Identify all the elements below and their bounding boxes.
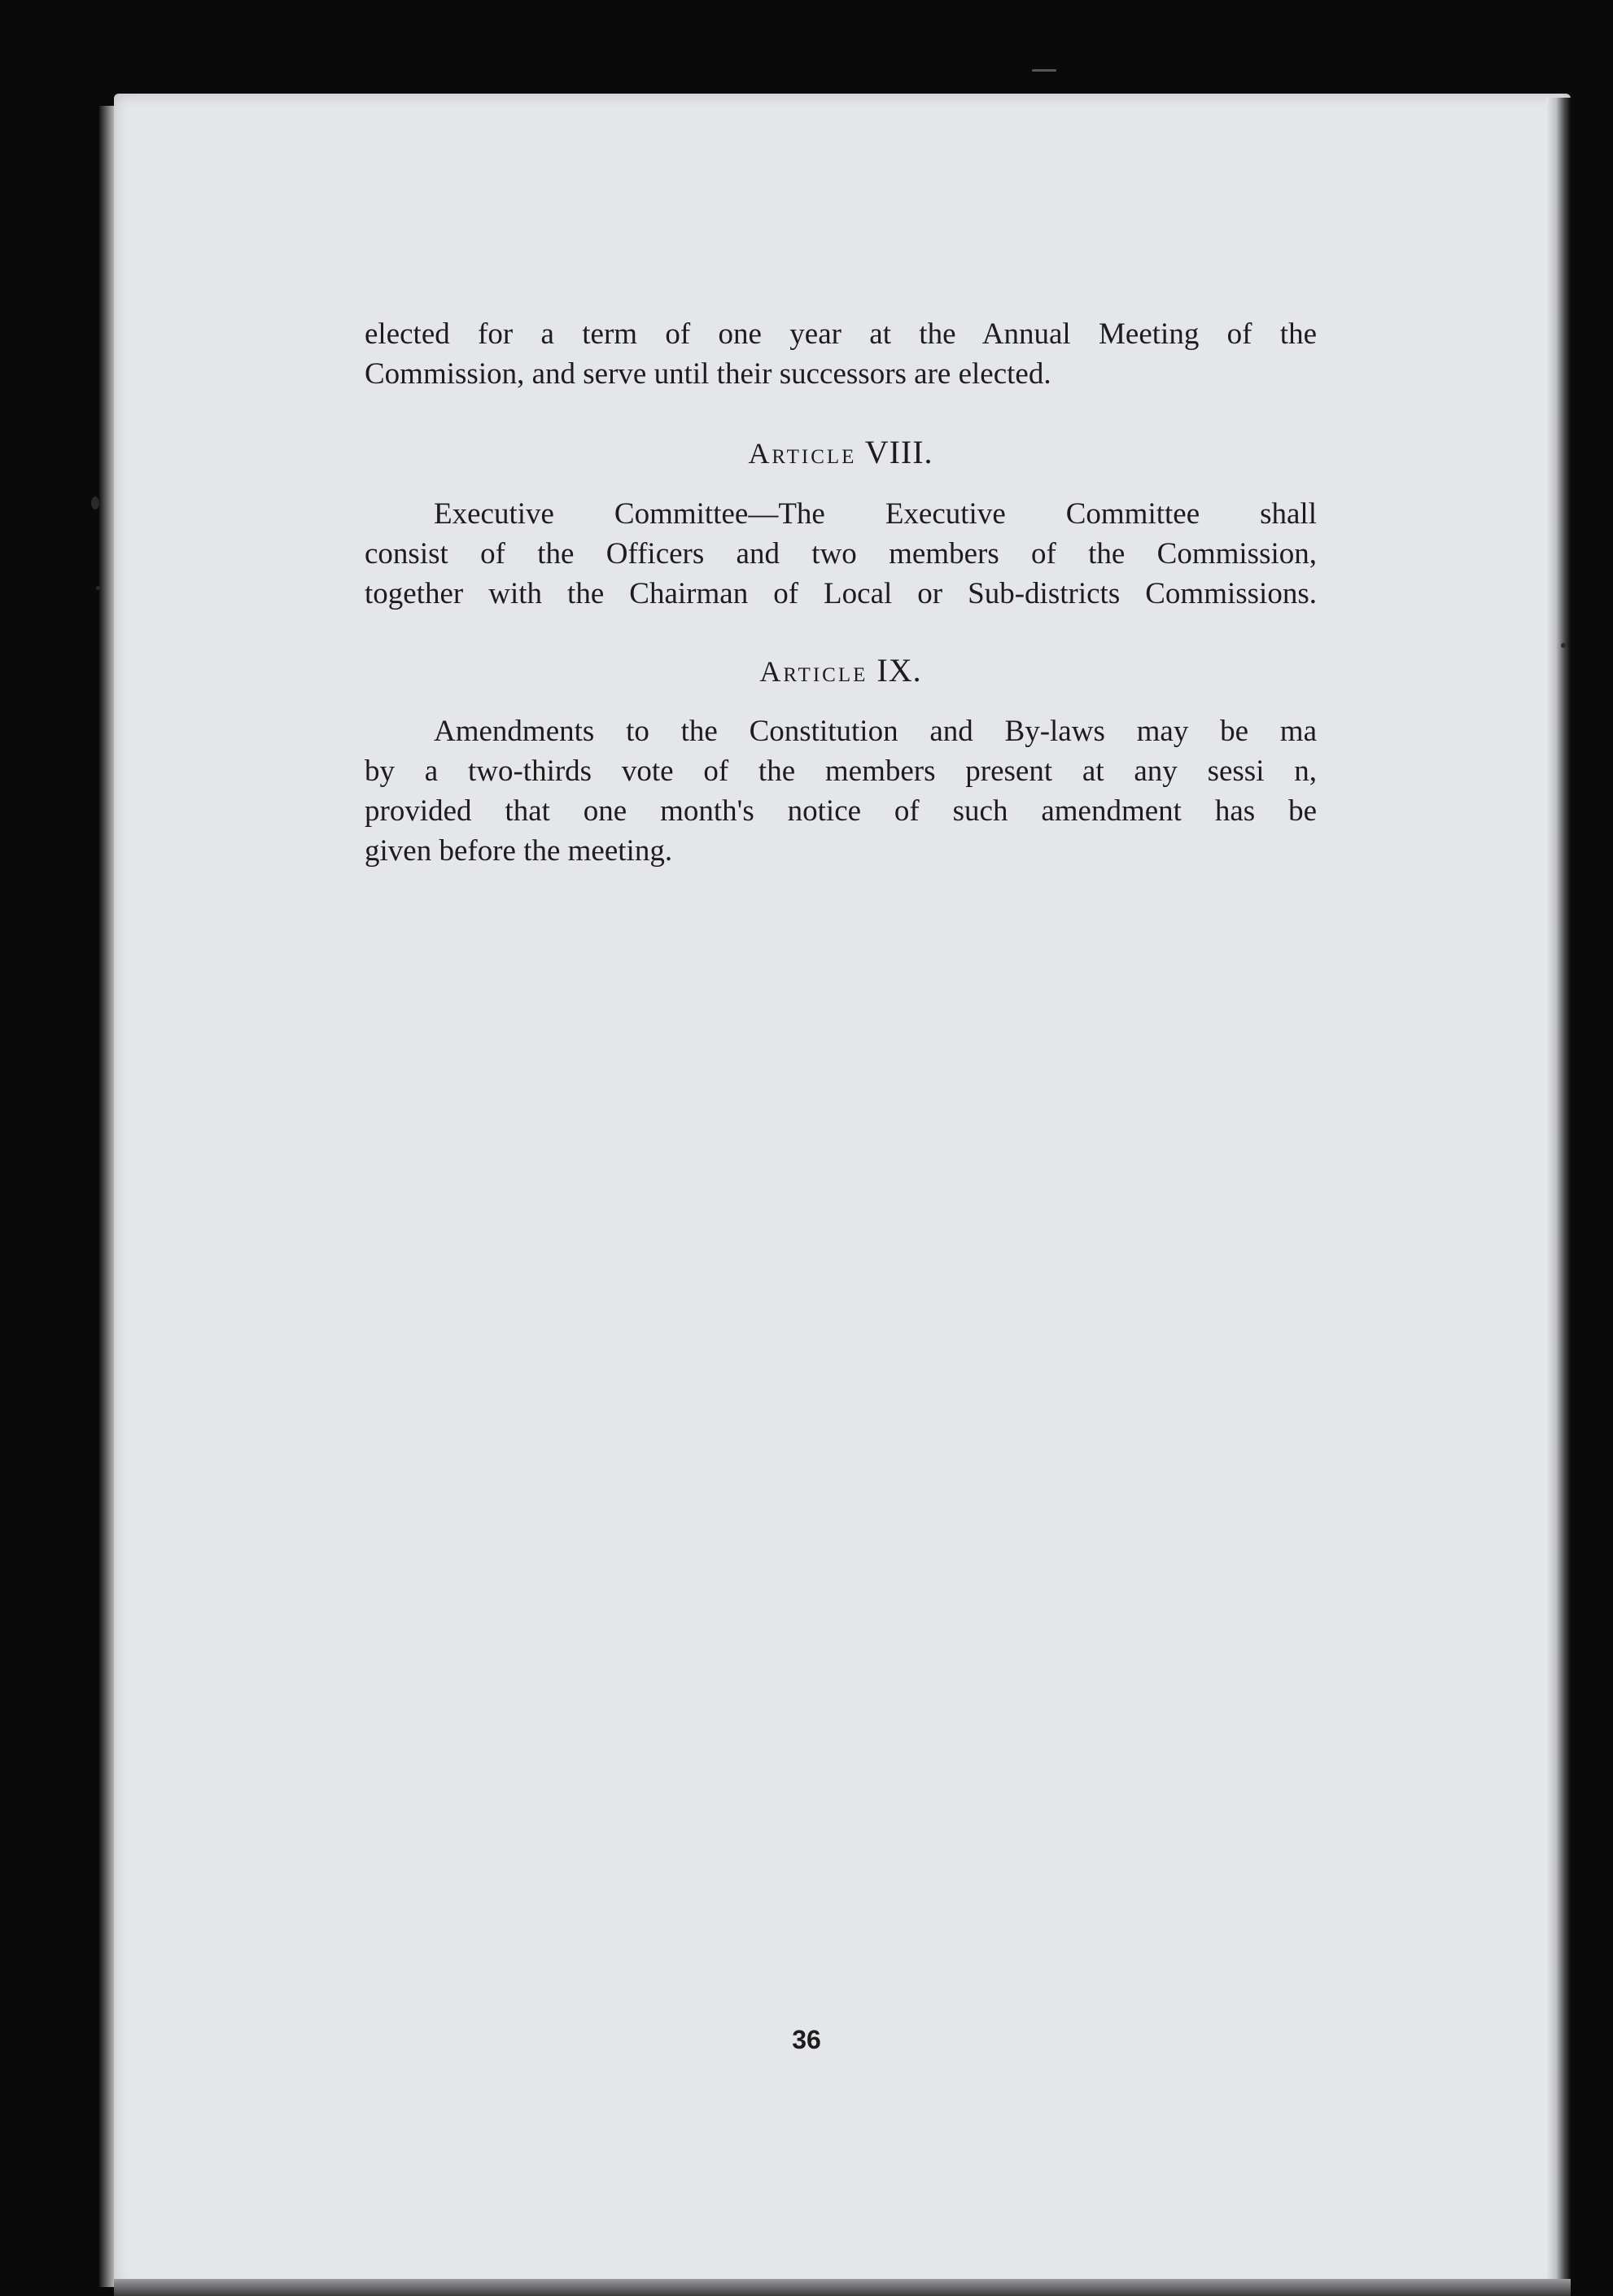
scan-speck [1561,643,1566,648]
text-line: together with the Chairman of Local or Sub-districts Commissions. [365,577,1317,610]
text-line: Executive Committee—The Executive Committee shall [434,497,1317,531]
article-9-paragraph [365,711,1317,871]
page-number: 36 [792,2025,821,2054]
page-left-edge [99,106,114,2287]
opening-paragraph [365,314,1317,394]
text-line: given before the meeting. [365,834,673,868]
article-8-paragraph [365,494,1317,614]
text-line: consist of the Officers and two members of the Commission, [365,537,1317,571]
text-line: provided that one month's notice of such amendment has be [365,794,1317,828]
book-page [114,94,1571,2291]
text-line: Amendments to the Constitution and By-laws may be ma [434,715,1317,748]
article-word: Article [759,655,868,688]
text-line: elected for a term of one year at the Annual Meeting of the [365,317,1317,351]
text-line: Commission, and serve until their successors are elected. [365,357,1051,391]
article-word: Article [748,437,857,470]
text-line: by a two-thirds vote of the members present at any sessi n, [365,754,1317,788]
article-9-heading [365,651,1317,689]
page-right-edge [1546,98,1571,2287]
scan-speck [96,586,100,590]
article-numeral: VIII. [864,434,933,470]
article-8-heading [365,433,1317,471]
article-numeral: IX. [876,652,922,689]
scan-speck [1032,69,1056,72]
page-bottom-edge [114,2279,1571,2296]
scan-speck [91,496,99,509]
